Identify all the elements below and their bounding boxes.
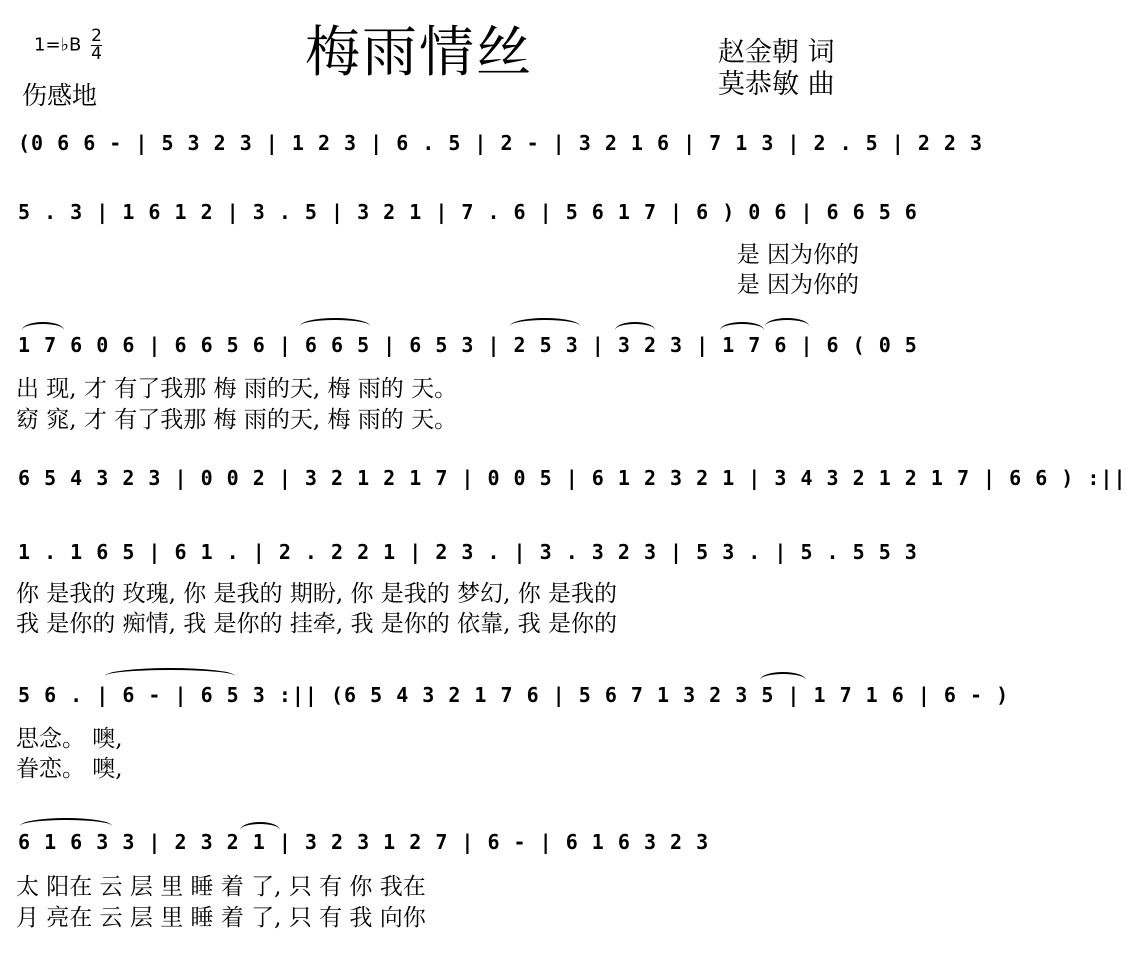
lyric-line: 窈 窕, 才 有了我那 梅 雨的天, 梅 雨的 天。: [16, 407, 458, 433]
lyric-line: 思念。 噢,: [16, 726, 123, 752]
lyricist-credit: 赵金朝 词: [718, 37, 835, 68]
lyric-line: 太 阳在 云 层 里 睡 着 了, 只 有 你 我在: [16, 874, 426, 900]
composer-credit: 莫恭敏 曲: [718, 69, 835, 100]
mood-marking: 伤感地: [22, 81, 98, 110]
key-text: 1=♭B: [34, 34, 82, 56]
notation-line-3: 1 7 6 0 6 | 6 6 5 6 | 6 6 5 | 6 5 3 | 2 5 3 | 3 2 3 | 1 7 6 | 6 ( 0 5: [18, 333, 918, 357]
song-title: 梅雨情丝: [305, 20, 534, 84]
slur: [510, 318, 580, 334]
slur: [105, 668, 235, 684]
notation-line-2: 5 . 3 | 1 6 1 2 | 3 . 5 | 3 2 1 | 7 . 6 | 5 6 1 7 | 6 ) 0 6 | 6 6 5 6: [18, 200, 918, 224]
lyric-line: 是 因为你的: [736, 242, 859, 268]
lyric-line: 你 是我的 玫瑰, 你 是我的 期盼, 你 是我的 梦幻, 你 是我的: [16, 581, 618, 607]
lyric-line: 眷恋。 噢,: [16, 756, 123, 782]
lyric-line: 是 因为你的: [736, 272, 859, 298]
notation-line-1: (0 6 6 - | 5 3 2 3 | 1 2 3 | 6 . 5 | 2 - | 3 2 1 6 | 7 1 3 | 2 . 5 | 2 2 3: [18, 131, 984, 155]
notation-line-6: 5 6 . | 6 - | 6 5 3 :|| (6 5 4 3 2 1 7 6 | 5 6 7 1 3 2 3 5 | 1 7 1 6 | 6 - ): [18, 683, 1010, 707]
time-top: 2: [91, 26, 102, 46]
lyric-line: 月 亮在 云 层 里 睡 着 了, 只 有 我 向你: [16, 905, 426, 931]
lyric-line: 出 现, 才 有了我那 梅 雨的天, 梅 雨的 天。: [16, 376, 458, 402]
slur: [300, 318, 370, 334]
notation-line-5: 1 . 1 6 5 | 6 1 . | 2 . 2 2 1 | 2 3 . | 3 . 3 2 3 | 5 3 . | 5 . 5 5 3: [18, 540, 918, 564]
slur: [765, 318, 809, 334]
notation-line-4: 6 5 4 3 2 3 | 0 0 2 | 3 2 1 2 1 7 | 0 0 5 | 6 1 2 3 2 1 | 3 4 3 2 1 2 1 7 | 6 6 ) :||: [18, 466, 1127, 490]
time-signature: [91, 28, 102, 63]
time-bottom: 4: [91, 44, 102, 64]
key-signature: [34, 28, 102, 63]
lyric-line: 我 是你的 痴情, 我 是你的 挂牵, 我 是你的 依靠, 我 是你的: [16, 611, 618, 637]
notation-line-7: 6 1 6 3 3 | 2 3 2 1 | 3 2 3 1 2 7 | 6 - | 6 1 6 3 2 3: [18, 830, 710, 854]
